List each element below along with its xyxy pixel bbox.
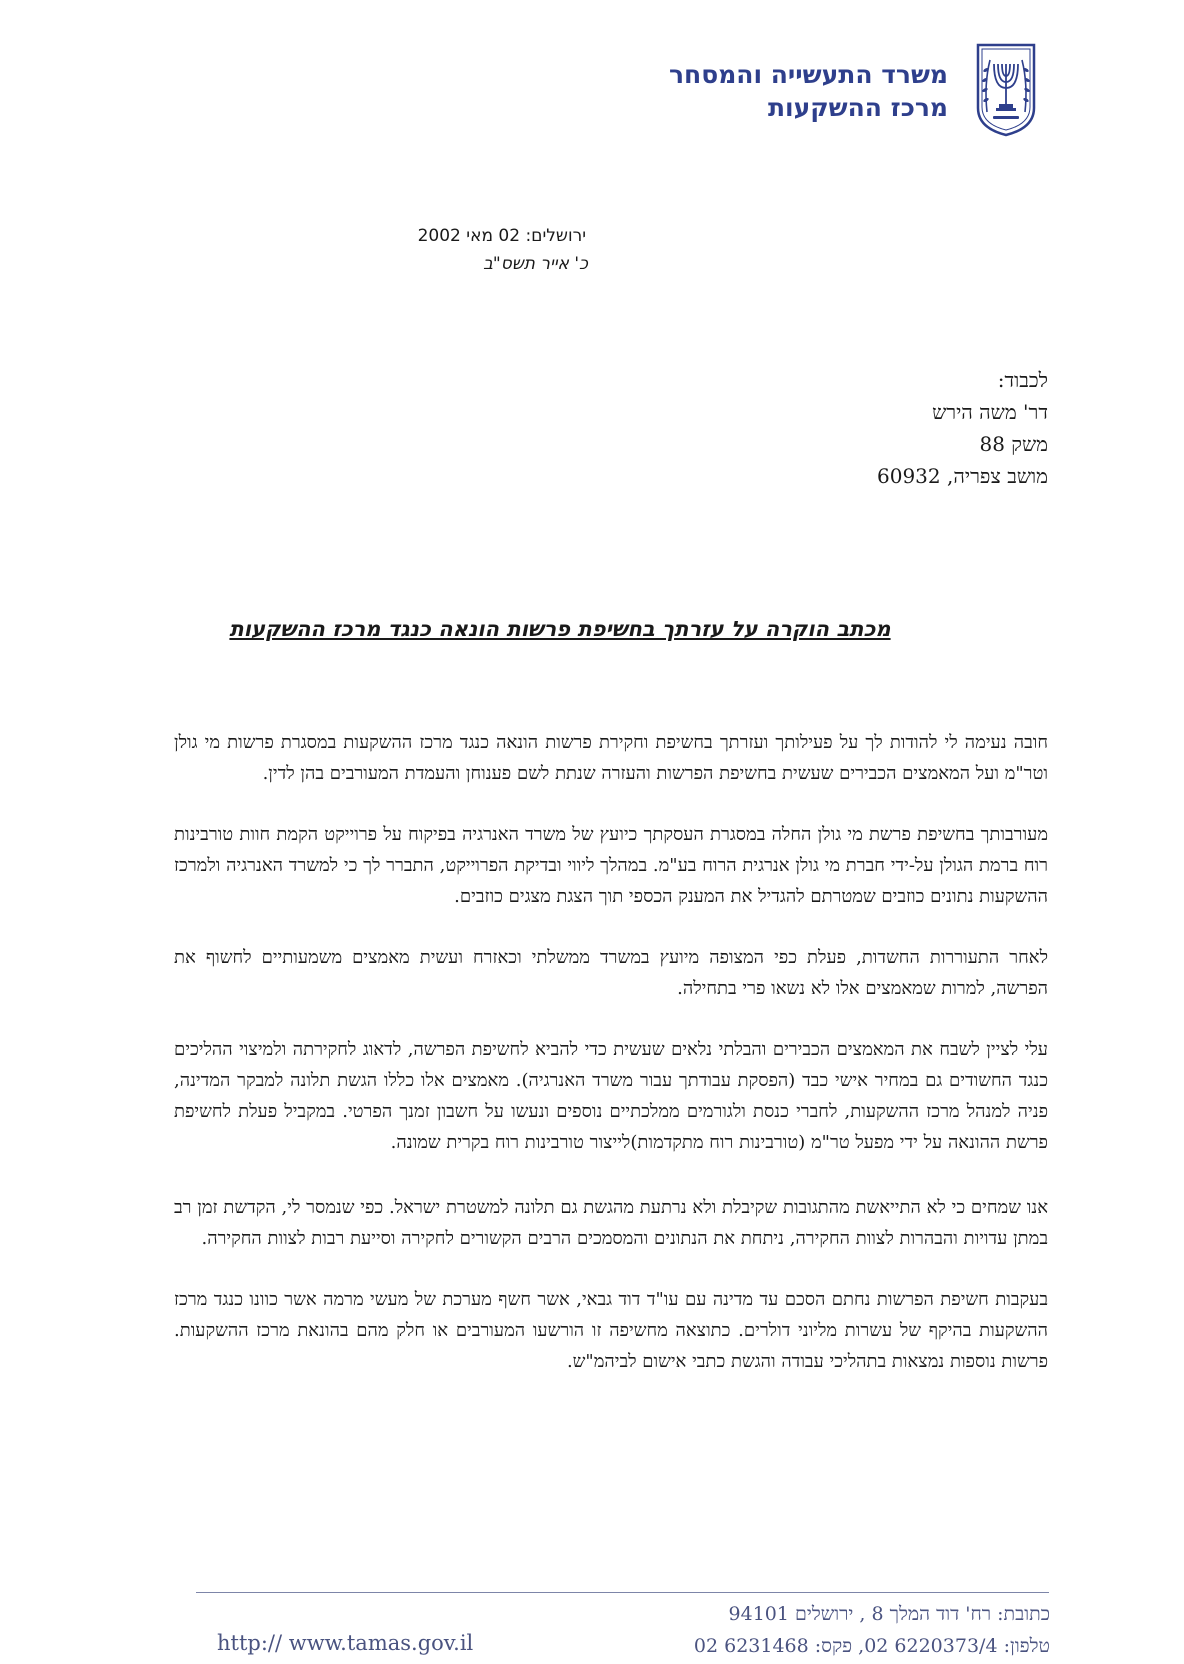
footer-url[interactable]: http:// www.tamas.gov.il — [217, 1631, 474, 1655]
letter-subject: מכתב הוקרה על עזרתך בחשיפת פרשות הונאה כנגד מרכז ההשקעות — [229, 617, 891, 641]
recipient-block — [877, 364, 1048, 492]
footer-address: כתובת: רח' דוד המלך 8 , ירושלים 94101 — [728, 1603, 1050, 1625]
recipient-address: מושב צפריה, 60932 — [877, 464, 1048, 488]
footer-contact — [694, 1598, 1050, 1662]
ministry-name: משרד התעשייה והמסחר — [668, 60, 948, 89]
body-paragraph-1: חובה נעימה לי להודות לך על פעילותך ועזרתך בחשיפת וחקירת פרשות הונאה כנגד מרכז ההשקעות במסגרת פרשות מי גולן וטר"מ ועל המאמצים הכבירים שעשית בחשיפת הפרשות והעזרה שנתת לשם פענוחן והעמדת המעורבים בהן לדין. — [174, 732, 1048, 784]
body-paragraph-6: בעקבות חשיפת הפרשות נחתם הסכם עד מדינה עם עו"ד דוד גבאי, אשר חשף מערכת של מעשי מרמה אשר כוונו כנגד מרכז ההשקעות בהיקף של עשרות מליוני דולרים. כתוצאה מחשיפה זו הורשעו המעורבים או חלק מהם בהונאת מרכז ההשקעות. פרשות נוספות נמצאות בתהליכי עבודה והגשת כתבי אישום לביהמ"ש. — [174, 1289, 1049, 1372]
body-paragraph-3: לאחר התעוררות החשדות, פעלת כפי המצופה מיועץ במשרד ממשלתי וכאזרח ועשית מאמצים משמעותיים לחשוף את הפרשה, למרות שמאמצים אלו לא נשאו פרי בתחילה. — [174, 947, 1048, 999]
body-paragraph-4: עלי לציין לשבח את המאמצים הכבירים והבלתי נלאים שעשית כדי להביא לחשיפת הפרשה, לדאוג לחקירתה ולמיצוי ההליכים כנגד החשודים גם במחיר אישי כבד (הפסקת עבודתך עבור משרד האנרגיה). מאמצים אלו כללו הגשת תלונה למבקר המדינה, פניה למנהל מרכז ההשקעות, לחברי כנסת ולגורמים ממלכתיים נוספים ונעשו על חשבון זמנך הפרטי. במקביל פעלת לחשיפת פרשת ההונאה על ידי מפעל טר"מ (טורבינות רוח מתקדמות)לייצור טורבינות רוח בקרית שמונה. — [174, 1039, 1048, 1153]
recipient-farm: משק 88 — [979, 432, 1048, 456]
letter-body — [174, 727, 1048, 1407]
salutation: לכבוד: — [997, 368, 1048, 392]
center-name: מרכז ההשקעות — [767, 93, 948, 122]
body-paragraph-2: מעורבותך בחשיפת פרשת מי גולן החלה במסגרת העסקתך כיועץ של משרד האנרגיה בפיקוח על פרוייקט הקמת חוות טורבינות רוח ברמת הגולן על-ידי חברת מי גולן אנרגית הרוח בע"מ. במהלך ליווי ובדיקת הפרוייקט, התברר לך כי למשרד האנרגיה ולמרכז ההשקעות נתונים כוזבים שמטרתם להגדיל את המענק הכספי תוך הצגת מצגים כוזבים. — [174, 824, 1048, 907]
letterhead — [669, 58, 948, 124]
recipient-name: דר' משה הירש — [932, 400, 1048, 424]
date-block — [418, 222, 586, 278]
footer-phone: טלפון: 6220373/4 02, פקס: 6231468 02 — [693, 1635, 1050, 1657]
menorah-emblem-icon — [975, 42, 1037, 138]
body-paragraph-5: אנו שמחים כי לא התייאשת מהתגובות שקיבלת ולא נרתעת מהגשת גם תלונה למשטרת ישראל. כפי שנמסר לי, הקדשת זמן רב במתן עדויות והבהרות לצוות החקירה, ניתחת את הנתונים והמסמכים הרבים הקשורים לחקירה וסייעת רבות לצוות החקירה. — [174, 1197, 1048, 1249]
hebrew-date: כ' אייר תשס"ב — [483, 254, 588, 274]
gregorian-date: ירושלים: 02 מאי 2002 — [417, 226, 586, 246]
footer-divider — [196, 1592, 1049, 1593]
